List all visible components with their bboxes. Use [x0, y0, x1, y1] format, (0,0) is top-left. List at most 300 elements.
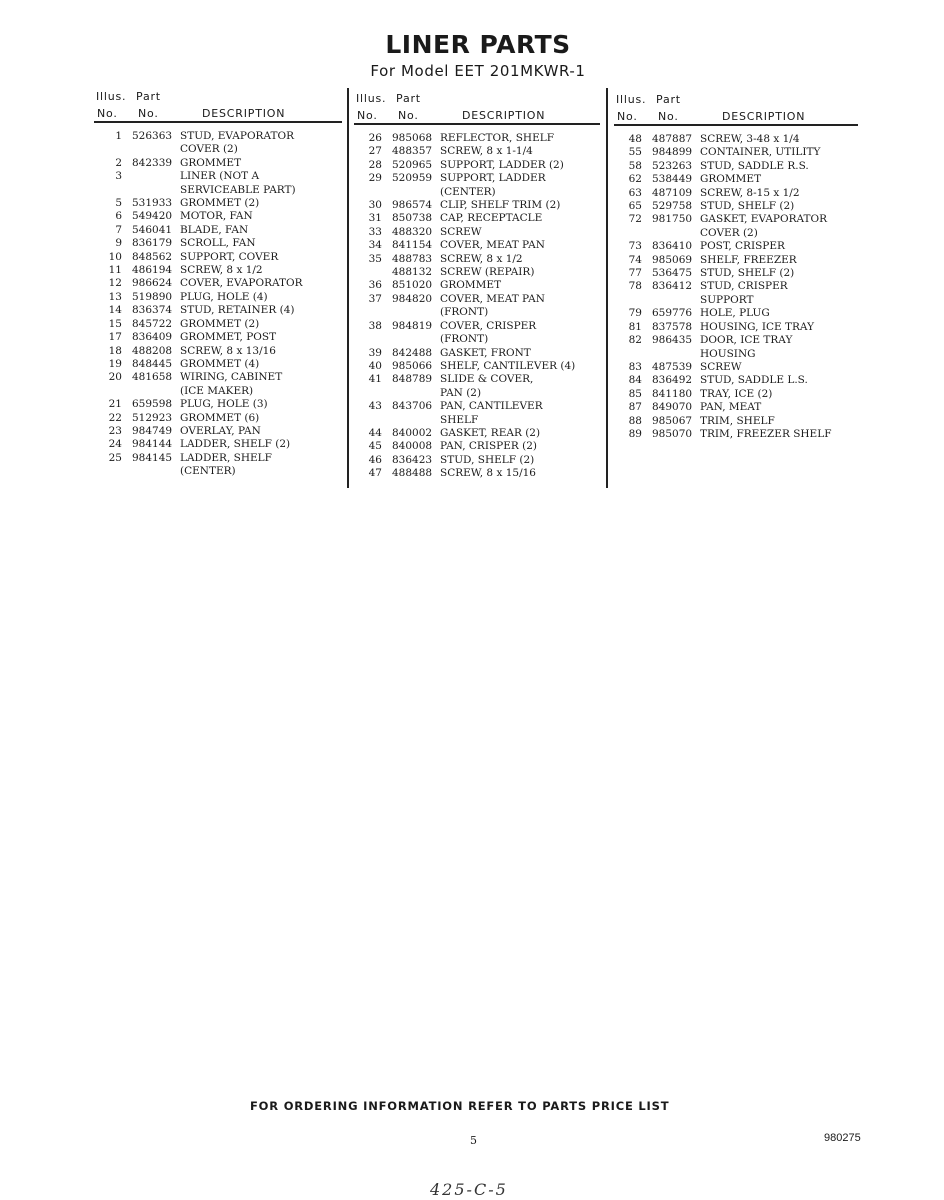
description-line: (ICE MAKER) [180, 384, 254, 397]
part-description [700, 401, 858, 414]
description-line: HOLE, PLUG [700, 307, 770, 320]
part-description [440, 373, 600, 400]
description-line: GROMMET [440, 279, 502, 292]
description-line: STUD, SADDLE R.S. [700, 159, 809, 172]
part-description [440, 132, 600, 145]
table-row [92, 304, 342, 317]
part-number: 659776 [652, 307, 693, 320]
table-row [92, 358, 342, 371]
table-row [92, 197, 342, 210]
table-row [352, 253, 600, 266]
table-row [352, 373, 600, 400]
description-line: GROMMET (6) [180, 411, 260, 424]
table-row [352, 199, 600, 212]
part-number: 985067 [652, 414, 693, 427]
illus-number: 39 [368, 346, 382, 359]
model-subtitle: For Model EET 201MKWR-1 [370, 62, 586, 80]
description-line: SCREW, 8 x 1/2 [180, 264, 263, 277]
part-description [440, 199, 600, 212]
table-row [92, 277, 342, 290]
illus-number: 2 [115, 156, 122, 169]
description-line: GROMMET (2) [180, 197, 260, 210]
table-row [612, 146, 858, 159]
table-row [92, 331, 342, 344]
header-rule [94, 121, 342, 123]
part-description [440, 226, 600, 239]
part-description [180, 251, 342, 264]
part-number: 836492 [652, 374, 693, 387]
part-number: 523263 [652, 159, 693, 172]
part-description [440, 279, 600, 292]
illus-number: 13 [108, 290, 122, 303]
table-row [92, 425, 342, 438]
description-line: STUD, SHELF (2) [700, 200, 795, 213]
illus-number: 74 [628, 253, 642, 266]
description-line: SCREW (REPAIR) [440, 266, 535, 279]
part-description [700, 415, 858, 428]
part-number: 843706 [392, 400, 433, 413]
illus-number: 78 [628, 280, 642, 293]
part-number: 848562 [132, 250, 173, 263]
table-row [612, 374, 858, 387]
part-description [180, 197, 342, 210]
table-row [352, 226, 600, 239]
parts-column-1 [92, 88, 342, 479]
description-line: PLUG, HOLE (4) [180, 290, 268, 303]
part-description [180, 291, 342, 304]
description-line: SCREW [440, 225, 482, 238]
part-description [180, 425, 342, 438]
part-description [440, 145, 600, 158]
description-line: TRIM, FREEZER SHELF [700, 427, 832, 440]
table-row [612, 334, 858, 361]
part-description [700, 160, 858, 173]
description-line: (FRONT) [440, 333, 489, 346]
part-number: 546041 [132, 223, 173, 236]
part-number: 836412 [652, 280, 693, 293]
part-description [180, 170, 342, 197]
description-line: PAN (2) [440, 386, 482, 399]
description-line: GASKET, EVAPORATOR [700, 213, 828, 226]
part-number: 840002 [392, 426, 433, 439]
table-row [352, 347, 600, 360]
illus-number: 12 [108, 277, 122, 290]
description-line: SUPPORT, LADDER [440, 172, 546, 185]
part-description [180, 412, 342, 425]
description-line: (FRONT) [440, 306, 489, 319]
illus-number: 34 [368, 239, 382, 252]
part-description [700, 200, 858, 213]
illus-number: 9 [115, 237, 122, 250]
part-description [700, 280, 858, 307]
illus-number: 35 [368, 252, 382, 265]
table-row [352, 400, 600, 427]
part-number: 984749 [132, 424, 173, 437]
part-description [440, 253, 600, 266]
table-row [92, 452, 342, 479]
description-line: CONTAINER, UTILITY [700, 146, 821, 159]
header-description: DESCRIPTION [202, 107, 286, 120]
description-line: GROMMET, POST [180, 331, 277, 344]
description-line: STUD, SHELF (2) [440, 453, 535, 466]
description-line: TRIM, SHELF [700, 414, 775, 427]
header-description: DESCRIPTION [722, 110, 806, 123]
document-code: 980275 [824, 1132, 861, 1144]
table-row [612, 280, 858, 307]
table-row [352, 454, 600, 467]
part-number: 529758 [652, 200, 693, 213]
illus-number: 25 [108, 451, 122, 464]
part-description [180, 398, 342, 411]
part-number: 520959 [392, 172, 433, 185]
table-header [612, 91, 858, 127]
part-description [700, 213, 858, 240]
part-description [700, 321, 858, 334]
table-row [92, 170, 342, 197]
illus-number: 5 [115, 197, 122, 210]
part-number: 841154 [392, 239, 433, 252]
header-part-no: No. [658, 110, 679, 123]
description-line: OVERLAY, PAN [180, 424, 261, 437]
part-number [132, 170, 180, 197]
description-line: CAP, RECEPTACLE [440, 212, 543, 225]
illus-number: 43 [368, 400, 382, 413]
description-line: COVER, MEAT PAN [440, 239, 545, 252]
part-number: 985066 [392, 359, 433, 372]
part-description [180, 345, 342, 358]
table-row [612, 213, 858, 240]
part-number: 659598 [132, 398, 173, 411]
header-illus: Illus. [356, 92, 387, 105]
description-line: SUPPORT [700, 293, 754, 306]
part-number: 488320 [392, 225, 433, 238]
description-line: LADDER, SHELF (2) [180, 438, 291, 451]
part-number: 986435 [652, 334, 693, 347]
table-row [352, 172, 600, 199]
illus-number: 28 [368, 158, 382, 171]
description-line: GROMMET [180, 156, 242, 169]
description-line: GASKET, FRONT [440, 346, 531, 359]
illus-number: 88 [628, 414, 642, 427]
part-number: 536475 [652, 267, 693, 280]
header-illus-no: No. [97, 107, 118, 120]
illus-number: 15 [108, 317, 122, 330]
part-number: 488488 [392, 467, 433, 480]
description-line: PLUG, HOLE (3) [180, 398, 268, 411]
description-line: SCREW, 8 x 13/16 [180, 344, 276, 357]
description-line: PAN, MEAT [700, 401, 762, 414]
description-line: COVER (2) [700, 226, 758, 239]
part-number: 986624 [132, 277, 173, 290]
part-description [180, 318, 342, 331]
part-description [180, 157, 342, 170]
table-row [612, 133, 858, 146]
part-number: 526363 [132, 130, 173, 142]
parts-list [352, 132, 600, 481]
description-line: MOTOR, FAN [180, 210, 253, 223]
part-number: 512923 [132, 411, 173, 424]
description-line: STUD, SADDLE L.S. [700, 374, 808, 387]
table-row [92, 157, 342, 170]
part-description [700, 267, 858, 280]
table-row [352, 279, 600, 292]
illus-number: 30 [368, 199, 382, 212]
illus-number: 21 [108, 398, 122, 411]
header-part-no: No. [138, 107, 159, 120]
table-row [612, 173, 858, 186]
part-number: 848789 [392, 373, 433, 386]
part-number: 520965 [392, 158, 433, 171]
header-illus-no: No. [617, 110, 638, 123]
description-line: HOUSING, ICE TRAY [700, 320, 815, 333]
illus-number: 48 [628, 133, 642, 145]
illus-number: 6 [115, 210, 122, 223]
table-row [92, 237, 342, 250]
column-divider [347, 88, 349, 488]
table-row [352, 440, 600, 453]
table-row [612, 321, 858, 334]
description-line: COVER (2) [180, 143, 238, 156]
description-line: SLIDE & COVER, [440, 373, 534, 386]
description-line: SCREW, 8-15 x 1/2 [700, 186, 800, 199]
part-number: 842488 [392, 346, 433, 359]
part-description [440, 467, 600, 480]
part-number: 836423 [392, 453, 433, 466]
table-row [92, 291, 342, 304]
header-illus-no: No. [357, 109, 378, 122]
part-description [440, 347, 600, 360]
description-line: STUD, EVAPORATOR [180, 130, 294, 142]
description-line: PAN, CRISPER (2) [440, 440, 538, 453]
part-description [440, 427, 600, 440]
illus-number: 73 [628, 240, 642, 253]
part-number: 985068 [392, 132, 433, 144]
description-line: HOUSING [700, 347, 756, 360]
illus-number: 84 [628, 374, 642, 387]
table-header [92, 88, 342, 124]
description-line: POST, CRISPER [700, 240, 785, 253]
table-row [92, 210, 342, 223]
header-part: Part [136, 90, 161, 103]
description-line: COVER, CRISPER [440, 319, 537, 332]
description-line: GROMMET (4) [180, 357, 260, 370]
table-row [612, 415, 858, 428]
part-number: 848445 [132, 357, 173, 370]
table-row [352, 239, 600, 252]
description-line: COVER, MEAT PAN [440, 292, 545, 305]
part-number: 549420 [132, 210, 173, 223]
illus-number: 63 [628, 186, 642, 199]
part-description [180, 224, 342, 237]
part-number: 984144 [132, 438, 173, 451]
part-description [180, 358, 342, 371]
part-number: 836410 [652, 240, 693, 253]
part-number: 837578 [652, 320, 693, 333]
illus-number: 33 [368, 225, 382, 238]
description-line: LINER (NOT A [180, 170, 260, 183]
parts-column-2 [352, 90, 600, 481]
table-row [92, 251, 342, 264]
table-row [352, 145, 600, 158]
description-line: SCREW [700, 360, 742, 373]
table-row [92, 398, 342, 411]
illus-number [352, 266, 392, 279]
part-description [440, 266, 600, 279]
illus-number: 23 [108, 424, 122, 437]
description-line: STUD, SHELF (2) [700, 267, 795, 280]
header-part: Part [656, 93, 681, 106]
table-row [352, 467, 600, 480]
description-line: SCREW, 8 x 1/2 [440, 252, 523, 265]
part-number: 486194 [132, 264, 173, 277]
illus-number: 36 [368, 279, 382, 292]
part-number: 487887 [652, 133, 693, 145]
description-line: WIRING, CABINET [180, 371, 283, 384]
description-line: SUPPORT, COVER [180, 250, 279, 263]
table-row [352, 427, 600, 440]
part-description [700, 388, 858, 401]
table-header [352, 90, 600, 126]
part-number: 985070 [652, 427, 693, 440]
part-number: 842339 [132, 156, 173, 169]
illus-number: 1 [115, 130, 122, 142]
illus-number: 81 [628, 320, 642, 333]
part-number: 984899 [652, 146, 693, 159]
header-part-no: No. [398, 109, 419, 122]
description-line: DOOR, ICE TRAY [700, 334, 793, 347]
illus-number: 11 [108, 264, 122, 277]
illus-number: 40 [368, 359, 382, 372]
description-line: SHELF, FREEZER [700, 253, 797, 266]
description-line: STUD, RETAINER (4) [180, 304, 295, 317]
parts-list [612, 133, 858, 441]
description-line: SCREW, 8 x 1-1/4 [440, 145, 533, 158]
table-row [612, 200, 858, 213]
part-description [700, 187, 858, 200]
table-row [612, 267, 858, 280]
part-description [180, 331, 342, 344]
parts-list [92, 130, 342, 479]
table-row [92, 224, 342, 237]
description-line: COVER, EVAPORATOR [180, 277, 303, 290]
table-row [92, 264, 342, 277]
part-description [180, 264, 342, 277]
illus-number: 22 [108, 411, 122, 424]
part-number: 487539 [652, 360, 693, 373]
part-description [180, 438, 342, 451]
part-description [440, 454, 600, 467]
table-row [92, 438, 342, 451]
part-description [700, 361, 858, 374]
description-line: SCROLL, FAN [180, 237, 256, 250]
illus-number: 47 [368, 467, 382, 480]
description-line: BLADE, FAN [180, 223, 249, 236]
table-row [92, 412, 342, 425]
illus-number: 37 [368, 292, 382, 305]
header-illus: Illus. [616, 93, 647, 106]
header-description: DESCRIPTION [462, 109, 546, 122]
illus-number: 89 [628, 427, 642, 440]
table-row [92, 318, 342, 331]
page-number: 5 [470, 1134, 477, 1147]
illus-number: 31 [368, 212, 382, 225]
part-number: 984819 [392, 319, 433, 332]
header-illus: Illus. [96, 90, 127, 103]
illus-number: 14 [108, 304, 122, 317]
table-row [612, 307, 858, 320]
illus-number: 55 [628, 146, 642, 159]
part-number: 836374 [132, 304, 173, 317]
illus-number: 77 [628, 267, 642, 280]
part-number: 840008 [392, 440, 433, 453]
part-description [440, 440, 600, 453]
table-row [612, 361, 858, 374]
part-number: 986574 [392, 199, 433, 212]
part-description [700, 307, 858, 320]
illus-number: 7 [115, 223, 122, 236]
table-row [612, 240, 858, 253]
table-row [612, 388, 858, 401]
illus-number: 38 [368, 319, 382, 332]
table-row [612, 401, 858, 414]
description-line: LADDER, SHELF [180, 451, 272, 464]
part-number: 985069 [652, 253, 693, 266]
description-line: GROMMET [700, 173, 762, 186]
header-rule [614, 124, 858, 126]
part-number: 851020 [392, 279, 433, 292]
part-description [180, 452, 342, 479]
part-description [180, 304, 342, 317]
part-number: 481658 [132, 371, 173, 384]
part-number: 488783 [392, 252, 433, 265]
illus-number: 44 [368, 426, 382, 439]
part-description [440, 320, 600, 347]
illus-number: 82 [628, 334, 642, 347]
illus-number: 79 [628, 307, 642, 320]
description-line: SHELF, CANTILEVER (4) [440, 359, 576, 372]
description-line: SHELF [440, 413, 479, 426]
description-line: PAN, CANTILEVER [440, 400, 543, 413]
table-row [352, 132, 600, 145]
description-line: SCREW, 3-48 x 1/4 [700, 133, 800, 145]
part-description [180, 277, 342, 290]
part-description [700, 334, 858, 361]
part-description [700, 240, 858, 253]
table-row [352, 266, 600, 279]
page-title: LINER PARTS [385, 30, 571, 59]
part-description [700, 146, 858, 159]
illus-number: 27 [368, 145, 382, 158]
part-description [440, 159, 600, 172]
illus-number: 18 [108, 344, 122, 357]
part-description [440, 239, 600, 252]
part-number: 841180 [652, 387, 693, 400]
description-line: (CENTER) [440, 185, 496, 198]
illus-number: 46 [368, 453, 382, 466]
part-number: 984145 [132, 451, 173, 464]
illus-number: 58 [628, 159, 642, 172]
header-rule [354, 123, 600, 125]
part-number: 488208 [132, 344, 173, 357]
part-number: 538449 [652, 173, 693, 186]
description-line: TRAY, ICE (2) [700, 387, 773, 400]
table-row [92, 371, 342, 398]
part-number: 531933 [132, 197, 173, 210]
part-number: 836409 [132, 331, 173, 344]
part-number: 849070 [652, 401, 693, 414]
description-line: GASKET, REAR (2) [440, 426, 541, 439]
part-description [440, 172, 600, 199]
